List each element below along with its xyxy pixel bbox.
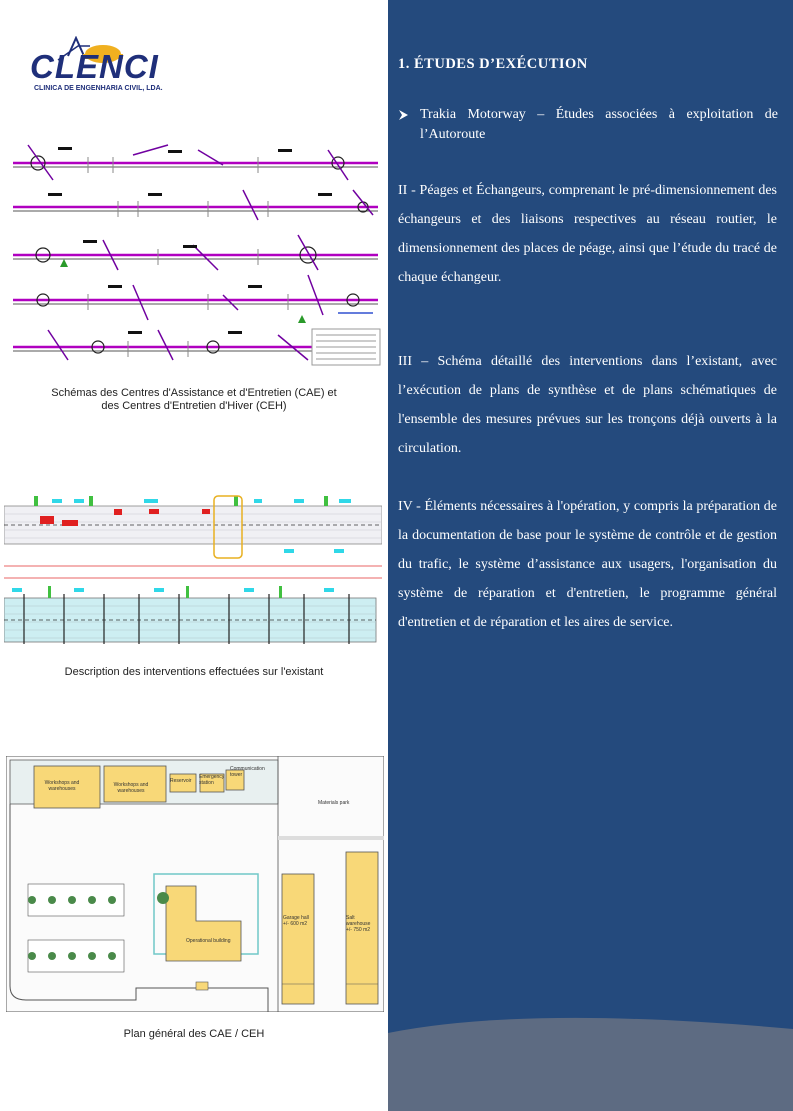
label-materials-park: Materials park [318,800,350,806]
interchange-schematics-figure [8,135,384,381]
bullet-text: Trakia Motorway – Études associées à exploitation de l’Autoroute [420,107,778,142]
logo-name: CLENCI [30,48,159,85]
caption-line: Schémas des Centres d'Assistance et d'Entretien (CAE) et [51,387,337,399]
paragraph-elements: IV - Éléments nécessaires à l'opération, y compris la préparation de la documentation de base pour le système de contrôle et de gestion du trafic, le système d’assistance aux usagers, l'organisation du système de réparation et d'entretien, le programme général d'entretien et de réparation et les aires de service. [398,499,777,630]
site-plan-figure [6,756,384,1012]
label-salt-warehouse: Salt warehouse +/- 750 m2 [346,915,371,933]
figure-caption-interventions: Description des interventions effectuées sur l'existant [64,666,324,678]
figure-caption-site-plan: Plan général des CAE / CEH [123,1028,265,1040]
content-panel [388,0,793,1111]
logo-subtitle: CLINICA DE ENGENHARIA CIVIL, LDA. [34,85,163,92]
project-bullet [398,105,778,145]
interventions-strip-figure [4,494,382,654]
label-garage-hall: Garage hall +/- 600 m2 [283,915,309,927]
label-communication: Communication tower [230,766,265,778]
section-heading: 1. ÉTUDES D’EXÉCUTION [398,56,588,72]
paragraph-schema: III – Schéma détaillé des interventions dans l’existant, avec l’exécution de plans de synthèse et de plans schématiques de l'ensemble des mesures prévues sur les tronçons déjà ouverts à la circulation. [398,354,777,456]
arrow-bullet-icon [398,105,410,130]
label-workshops-2: Workshops and warehouses [113,782,149,794]
label-workshops-1: Workshops and warehouses [44,780,80,792]
figure-caption-cae-ceh-schematics [20,387,368,413]
paragraph-peages: II - Péages et Échangeurs, comprenant le pré-dimensionnement des échangeurs et des liaisons respectives au réseau routier, le dimensionnement des places de péage, ainsi que l’étude du tracé de chaque échangeur. [398,183,777,285]
label-reservoir: Reservoir [170,778,192,784]
label-emergency: Emergency station [199,774,225,786]
caption-line: des Centres d'Entretien d'Hiver (CEH) [101,400,287,412]
decorative-wave [388,1011,793,1111]
label-operational-building: Operational building [186,938,231,944]
left-column [0,0,388,1111]
